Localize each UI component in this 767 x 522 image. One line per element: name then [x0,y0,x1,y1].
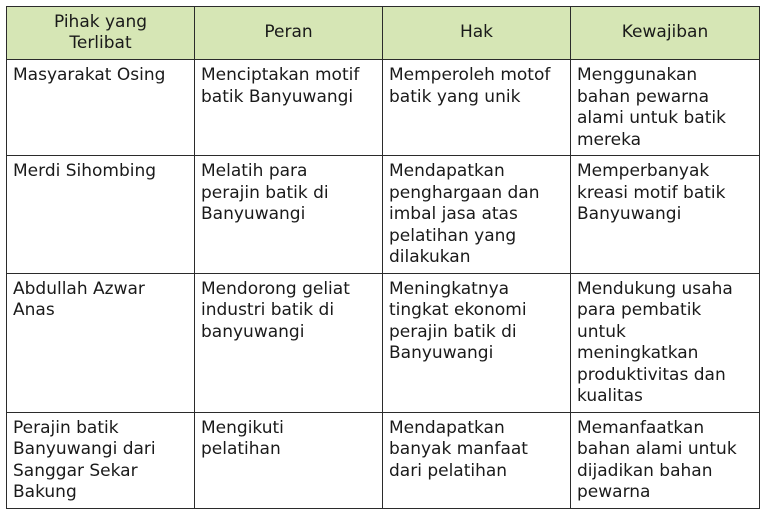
header-pihak: Pihak yang Terlibat [7,7,195,60]
header-row [7,7,760,60]
header-peran: Peran [195,7,383,60]
cell-peran: Melatih para perajin batik di Banyuwangi [195,156,383,274]
cell-kewajiban: Mendukung usaha para pembatik untuk meningkatkan produktivitas dan kualitas [571,273,760,412]
cell-pihak: Abdullah Azwar Anas [7,273,195,412]
table-row [7,273,760,412]
cell-kewajiban: Memanfaatkan bahan alami untuk dijadikan bahan pewarna [571,412,760,508]
cell-hak: Memperoleh motof batik yang unik [383,60,571,156]
table-row [7,156,760,274]
cell-pihak: Merdi Sihombing [7,156,195,274]
table-row [7,412,760,508]
cell-peran: Mengikuti pelatihan [195,412,383,508]
cell-pihak: Perajin batik Banyuwangi dari Sanggar Sekar Bakung [7,412,195,508]
cell-peran: Mendorong geliat industri batik di banyuwangi [195,273,383,412]
header-kewajiban: Kewajiban [571,7,760,60]
cell-hak: Mendapatkan banyak manfaat dari pelatihan [383,412,571,508]
data-table [6,6,760,509]
cell-peran: Menciptakan motif batik Banyuwangi [195,60,383,156]
cell-kewajiban: Menggunakan bahan pewarna alami untuk batik mereka [571,60,760,156]
table-row [7,60,760,156]
cell-hak: Meningkatnya tingkat ekonomi perajin batik di Banyuwangi [383,273,571,412]
cell-kewajiban: Memperbanyak kreasi motif batik Banyuwangi [571,156,760,274]
cell-pihak: Masyarakat Osing [7,60,195,156]
cell-hak: Mendapatkan penghargaan dan imbal jasa atas pelatihan yang dilakukan [383,156,571,274]
header-hak: Hak [383,7,571,60]
